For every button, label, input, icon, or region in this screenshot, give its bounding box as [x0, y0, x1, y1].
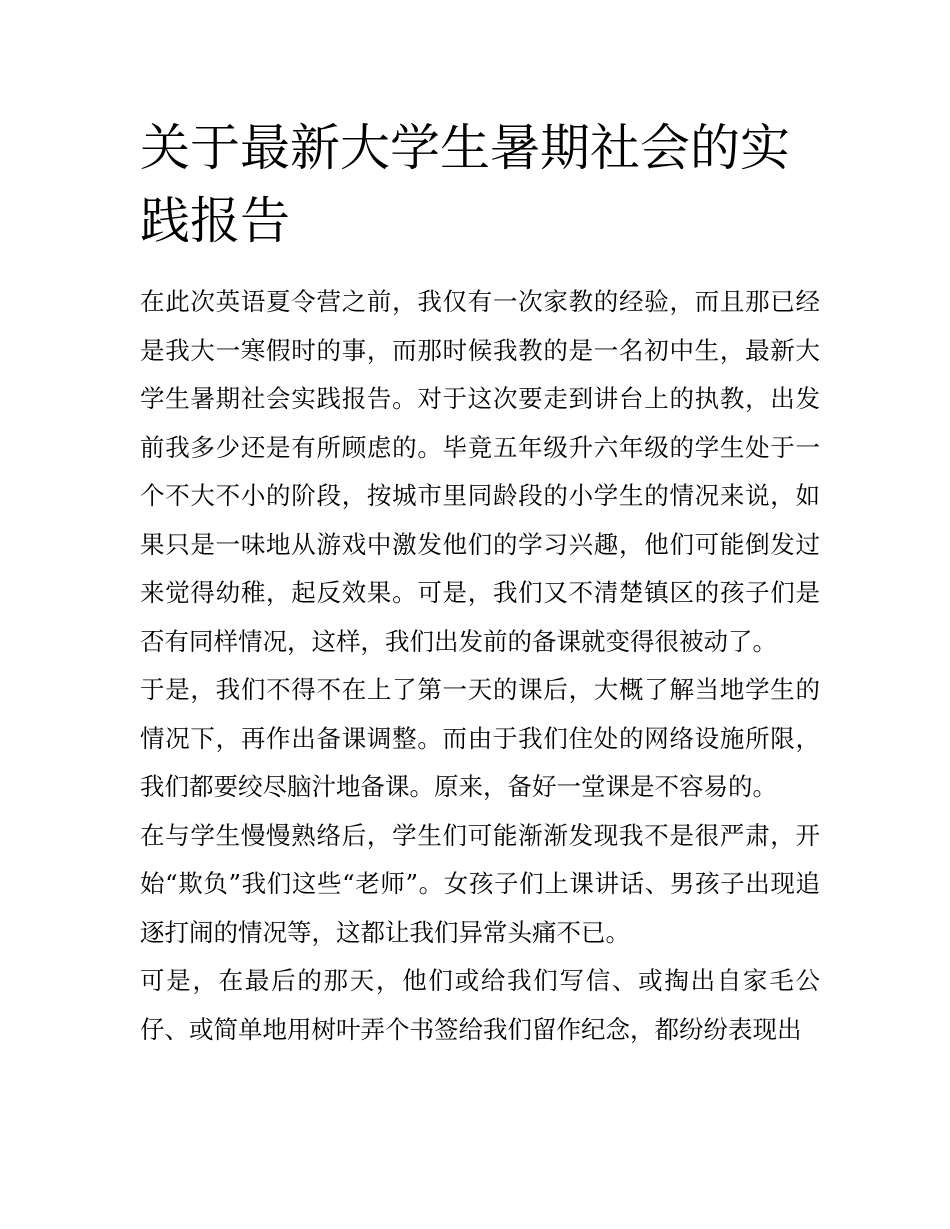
- paragraph: 可是，在最后的那天，他们或给我们写信、或掏出自家毛公仔、或简单地用树叶弄个书签给我们留作纪念，都纷纷表现出: [140, 966, 820, 1044]
- paragraph: 在与学生慢慢熟络后，学生们可能渐渐发现我不是很严肃，开始“欺负”我们这些“老师”。女孩子们上课讲话、男孩子出现追逐打闹的情况等，这都让我们异常头痛不已。: [140, 820, 820, 947]
- document-body: [140, 278, 820, 1054]
- paragraph: 在此次英语夏令营之前，我仅有一次家教的经验，而且那已经是我大一寒假时的事，而那时候我教的是一名初中生，最新大学生暑期社会实践报告。对于这次要走到讲台上的执教，出发前我多少还是有所顾虑的。毕竟五年级升六年级的学生处于一个不大不小的阶段，按城市里同龄段的小学生的情况来说，如果只是一味地从游戏中激发他们的学习兴趣，他们可能倒发过来觉得幼稚，起反效果。可是，我们又不清楚镇区的孩子们是否有同样情况，这样，我们出发前的备课就变得很被动了。: [140, 287, 820, 656]
- paragraph: 于是，我们不得不在上了第一天的课后，大概了解当地学生的情况下，再作出备课调整。而由于我们住处的网络设施所限，我们都要绞尽脑汁地备课。原来，备好一堂课是不容易的。: [140, 675, 820, 801]
- document-title: 关于最新大学生暑期社会的实践报告: [140, 119, 790, 250]
